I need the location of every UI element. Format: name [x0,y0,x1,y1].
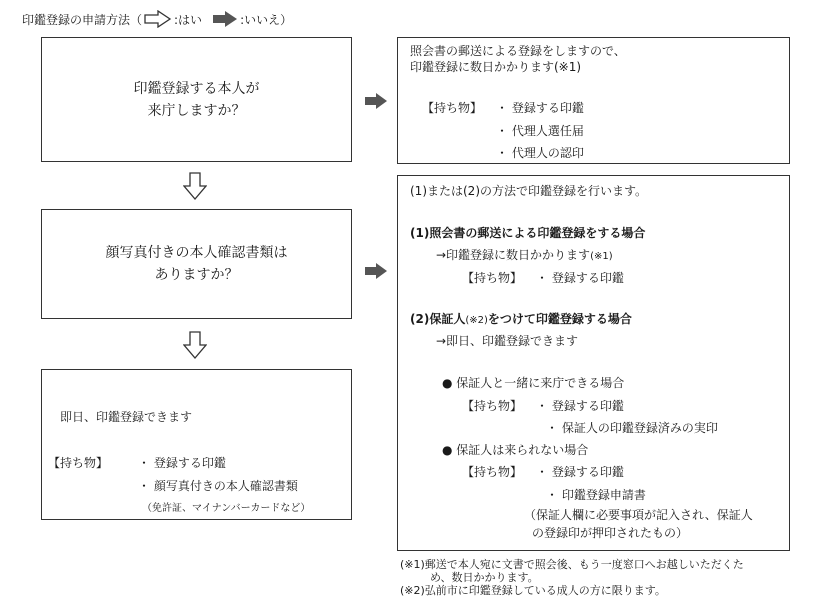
question-1-line1: 印鑑登録する本人が [133,80,260,97]
method-2-heading-b: をつけて印鑑登録する場合 [487,312,632,326]
page-title [22,9,292,29]
footnote-1-line1: (※1)郵送で本人宛に文書で照会後、もう一度窓口へお越しいただくた [400,558,744,571]
case-b-note-line2: の登録印が押印されたもの） [532,526,689,540]
outline-down-arrow-icon [183,331,207,359]
methods-intro: (1)または(2)の方法で印鑑登録を行います。 [410,184,648,198]
proxy-item-mitomein: ・ 代理人の認印 [496,146,584,160]
method-2-heading-a: (2)保証人 [410,312,466,326]
method-1-mochimono-label: 【持ち物】 [462,271,523,285]
method-1-arrow-text [436,246,613,263]
case-b-mochimono-label: 【持ち物】 [462,465,523,479]
case-b-item-application: ・ 印鑑登録申請書 [546,488,646,502]
proxy-line2: 印鑑登録に数日かかります(※1) [410,60,582,74]
question-2-line1: 顔写真付きの本人確認書類は [105,245,288,261]
case-a-mochimono-label: 【持ち物】 [462,399,523,413]
case-b-item-seal: ・ 登録する印鑑 [536,465,624,479]
case-b-note-line1: （保証人欄に必要事項が記入され、保証人 [524,508,753,522]
question-box-2 [41,209,352,319]
proxy-line1: 照会書の郵送による登録をしますので、 [410,44,626,58]
method-1-item-seal: ・ 登録する印鑑 [536,271,624,285]
title-main: 印鑑登録の申請方法（ [22,12,143,27]
mochimono-label: 【持ち物】 [48,456,109,470]
proxy-item-appointment: ・ 代理人選任届 [496,124,584,138]
case-a-heading: ● 保証人と一緒に来庁できる場合 [442,376,625,390]
method-1-heading: (1)照会書の郵送による印鑑登録をする場合 [410,226,646,240]
legend-no: :いいえ） [240,12,293,27]
proxy-item-seal: ・ 登録する印鑑 [496,101,584,115]
filled-right-arrow-icon [364,262,388,280]
result-box-same-day [41,369,352,520]
item-photo-id: ・ 顔写真付きの本人確認書類 [138,479,298,493]
method-2-same-day: →即日、印鑑登録できます [436,334,579,348]
legend-yes: :はい [174,12,203,27]
proxy-mochimono-label: 【持ち物】 [422,101,483,115]
method-2-heading [410,310,632,327]
same-day-text: 即日、印鑑登録できます [60,410,193,424]
method-2-note-ref: (※2) [465,315,488,326]
case-a-item-seal: ・ 登録する印鑑 [536,399,624,413]
question-box-1 [41,37,352,162]
case-a-item-guarantor-seal: ・ 保証人の印鑑登録済みの実印 [546,421,718,435]
filled-right-arrow-icon [212,10,238,28]
footnote-2: (※2)弘前市に印鑑登録している成人の方に限ります。 [400,584,666,597]
case-b-heading: ● 保証人は来られない場合 [442,443,589,457]
item-photo-id-note: （免許証、マイナンバーカードなど） [142,503,311,514]
method-1-days: →印鑑登録に数日かかります [436,248,591,262]
outline-right-arrow-icon [144,10,172,28]
footnote-1-line2: め、数日かかります。 [430,571,539,584]
question-1-line2: 来庁しますか？ [147,102,246,119]
item-seal: ・ 登録する印鑑 [138,456,226,470]
filled-right-arrow-icon [364,92,388,110]
question-2-line2: ありますか？ [154,267,239,283]
result-box-proxy [397,37,790,164]
outline-down-arrow-icon [183,172,207,200]
method-1-note-ref: (※1) [590,251,613,262]
result-box-methods [397,175,790,551]
